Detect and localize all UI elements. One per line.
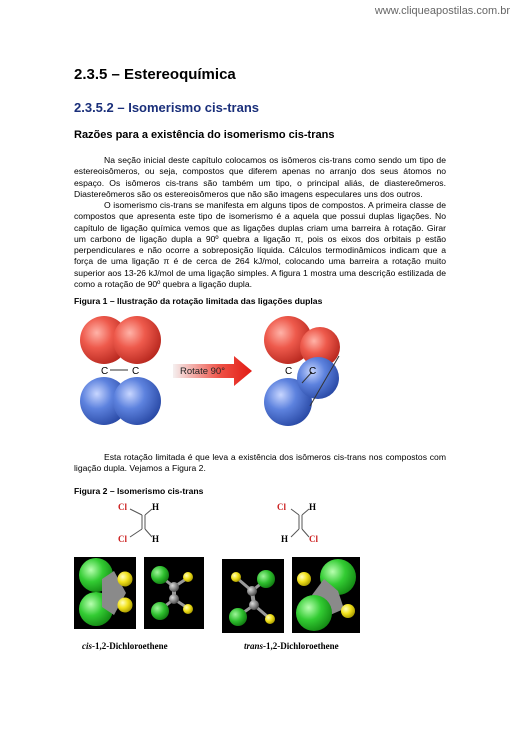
- p-orbital-lobe-bottom-right: [113, 377, 161, 425]
- p-orbital-lobe-top-right: [113, 316, 161, 364]
- subsection-title: 2.3.5.2 – Isomerismo cis-trans: [74, 100, 259, 115]
- section-title: 2.3.5 – Estereoquímica: [74, 66, 236, 83]
- heading: Razões para a existência do isomerismo cis-trans: [74, 129, 335, 141]
- figure1-illustration: [74, 308, 374, 433]
- paragraph-1: [74, 155, 446, 200]
- cis-name: -1,2-Dichloroethene: [92, 641, 168, 651]
- atom-c-right: C: [132, 366, 140, 377]
- cis-prefix: cis: [82, 641, 92, 651]
- cis-ball-and-stick-model: [144, 557, 204, 629]
- cis-space-filling-model: [74, 557, 136, 629]
- arrow-label: Rotate 90°: [180, 366, 225, 377]
- paragraph-1-text: Na seção inicial deste capítulo colocamos os isômeros cis-trans como sendo um tipo de estereoisômeros, ou seja, compostos que diferem apenas no arranjo dos seus átomos no espaço. Os isômeros cis-trans são também um tipo, o principal aliás, de diastereômeros. Diastereômeros são os estereoisômeros que não são imagens especulares uns dos outros.: [74, 155, 446, 199]
- trans-name: -1,2-Dichloroethene: [263, 641, 339, 651]
- cis-cl-bottom: Cl: [118, 534, 127, 544]
- atom-c-left: C: [101, 366, 109, 377]
- cis-structural-formula: [112, 497, 172, 549]
- figure1-caption: Figura 1 – Ilustração da rotação limitada das ligações duplas: [74, 296, 323, 306]
- paragraph-2: [74, 200, 446, 290]
- trans-name-label: [244, 641, 339, 651]
- figure2-models: [74, 557, 364, 637]
- trans-cl-bottom: Cl: [309, 534, 318, 544]
- paragraph-3-text: Esta rotação limitada é que leva a existência dos isômeros cis-trans nos compostos com ligação dupla. Vejamos a Figura 2.: [74, 452, 446, 474]
- cis-h-top: H: [152, 502, 160, 512]
- cis-cl-top: Cl: [118, 502, 127, 512]
- paragraph-3: [74, 452, 446, 475]
- trans-cl-top: Cl: [277, 502, 286, 512]
- atom-c-left-rotated: C: [285, 366, 293, 377]
- paragraph-2-text: O isomerismo cis-trans se manifesta em alguns tipos de compostos. A primeira classe de compostos que apresenta este tipo de isomerismo é a aquela que possui duplas ligações. No capítulo de ligação química vemos que as ligações duplas criam uma barreira à rotação. Girar um carbono de ligação dupla a 90º quebra a ligação π, pois os eixos dos orbitais p estão perpendiculares e não ocorre a sobreposição líquida. Cálculos termodinâmicos indicam que a força de uma ligação π é de cerca de 264 kJ/mol, colocando uma barreira a rotação muito superior aos 13-26 kJ/mol de uma ligação simples. A figura 1 mostra uma descrição estilizada de como a rotação de 90º quebra a ligação dupla.: [74, 200, 446, 290]
- cis-name-label: [82, 641, 168, 651]
- atom-c-right-rotated: C: [309, 366, 317, 377]
- site-url[interactable]: www.cliqueapostilas.com.br: [374, 5, 510, 17]
- trans-h-top: H: [309, 502, 317, 512]
- trans-prefix: trans: [244, 641, 264, 651]
- trans-structural-formula: [273, 497, 333, 549]
- trans-space-filling-model: [292, 557, 360, 633]
- trans-ball-and-stick-model: [222, 559, 284, 633]
- figure2-caption: Figura 2 – Isomerismo cis-trans: [74, 486, 204, 496]
- cis-h-bottom: H: [152, 534, 160, 544]
- trans-h-bottom: H: [281, 534, 289, 544]
